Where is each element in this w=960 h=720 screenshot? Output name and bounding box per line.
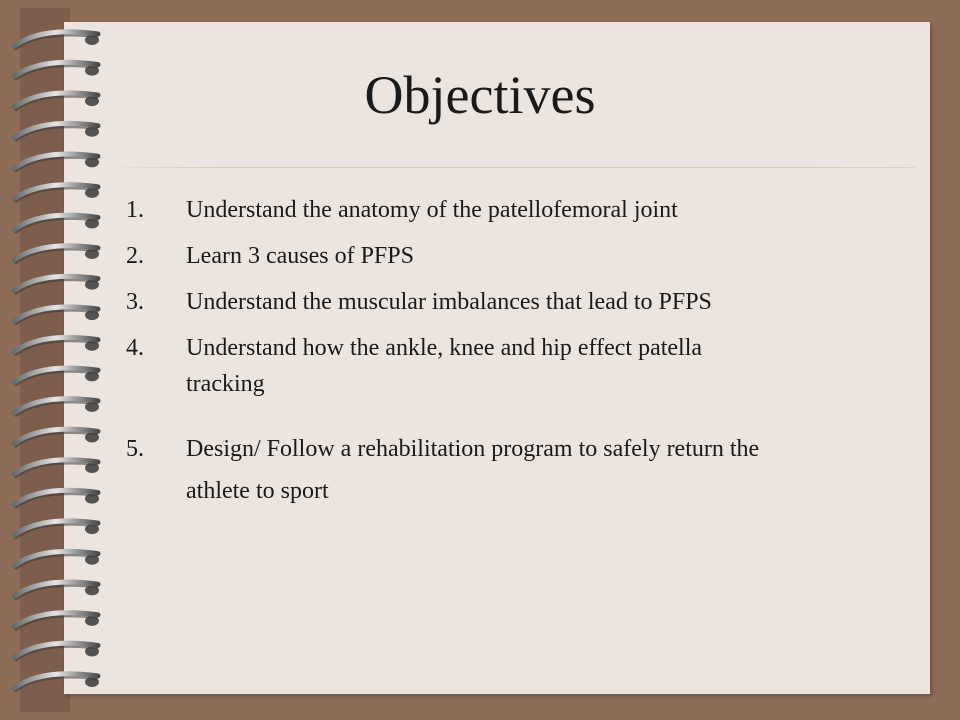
- objective-number: 2.: [126, 243, 144, 269]
- objective-item: [126, 330, 766, 402]
- binding-ring-icon: [14, 551, 99, 567]
- objective-text: Understand how the ankle, knee and hip effect patella tracking: [186, 335, 703, 397]
- binding-ring-icon: [14, 643, 99, 659]
- slide-title: Objectives: [364, 65, 596, 125]
- binding-ring-icon: [14, 154, 99, 170]
- binding-ring-icon: [14, 276, 99, 292]
- objective-number: 5.: [126, 436, 144, 462]
- binding-ring-icon: [14, 215, 99, 231]
- objective-item: [126, 238, 906, 274]
- title-divider: [100, 167, 915, 168]
- binding-ring-icon: [14, 368, 99, 384]
- binding-ring-icon: [14, 490, 99, 506]
- objective-text: Design/ Follow a rehabilitation program to safely return the athlete to sport: [186, 436, 760, 504]
- binding-ring-icon: [14, 460, 99, 476]
- binding-ring-icon: [14, 246, 99, 262]
- objective-text: Understand the anatomy of the patellofemoral joint: [186, 197, 678, 223]
- objective-number: 4.: [126, 335, 144, 361]
- binding-ring-icon: [14, 582, 99, 598]
- binding-ring-icon: [14, 185, 99, 201]
- binding-ring-icon: [14, 399, 99, 415]
- objective-text: Understand the muscular imbalances that lead to PFPS: [186, 289, 712, 315]
- binding-ring-icon: [14, 674, 99, 690]
- binding-ring-icon: [14, 123, 99, 139]
- objective-number: 1.: [126, 197, 144, 223]
- objective-number: 3.: [126, 289, 144, 315]
- binding-ring-icon: [14, 337, 99, 353]
- binding-ring-icon: [14, 521, 99, 537]
- binding-ring-icon: [14, 613, 99, 629]
- binding-ring-icon: [14, 307, 99, 323]
- binding-ring-icon: [14, 429, 99, 445]
- objective-item: [126, 284, 906, 320]
- objective-item: [126, 428, 786, 512]
- objective-item: [126, 192, 906, 228]
- binding-ring-icon: [14, 32, 99, 48]
- objective-text: Learn 3 causes of PFPS: [186, 243, 414, 269]
